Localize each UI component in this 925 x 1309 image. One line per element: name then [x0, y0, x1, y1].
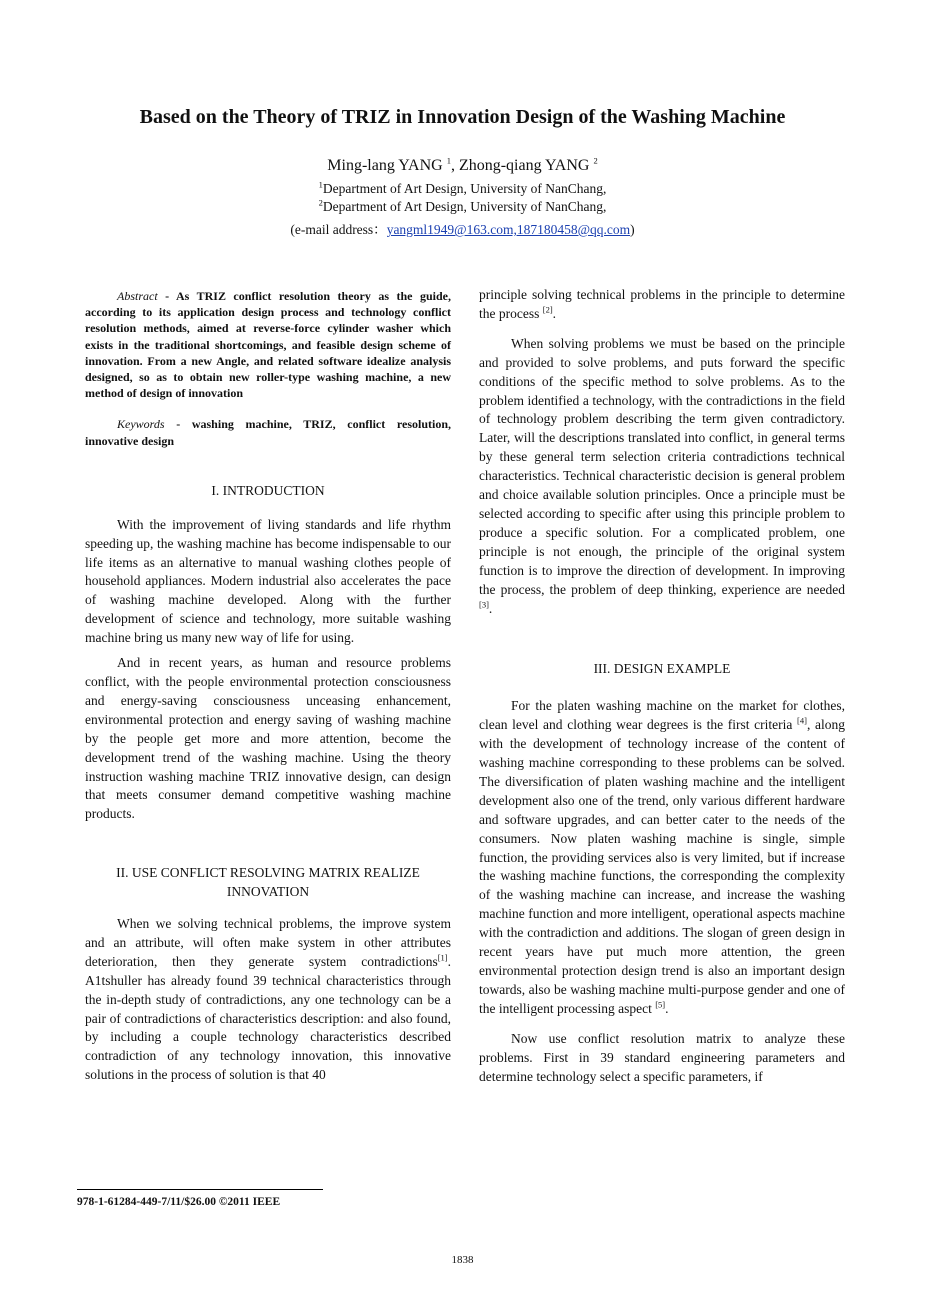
section-heading-conflict-matrix: II. USE CONFLICT RESOLVING MATRIX REALIZE INNOVATION — [116, 865, 420, 900]
abstract: Abstract - As TRIZ conflict resolution theory as the guide, according to its application design process and technology conflict resolution methods, aimed at reverse-force cylinder washer which exists in the traditional shortcomings, and feasible design scheme of innovation. From a new Angle, and related software idealize analysis designed, so as to obtain new roller-type washing machine, a new method of design of innovation — [85, 289, 451, 401]
citation-ref: [2] — [542, 304, 553, 315]
conflict-paragraph-1-continued: principle solving technical problems in the principle to determine the process [2]. — [479, 287, 845, 321]
author-line: Ming-lang YANG $^1$, Zhong-qiang YANG $^2$ — [327, 155, 598, 174]
conflict-paragraph-2: When solving problems we must be based on the principle and provided to solve problems, and puts forward the specific conditions of the specific method to solve problems. As to the problem identified a technology, with the contradictions in the field of technology problem describing the term given contradictory. Later, will the descriptions translated into conflict, in general terms by these general term selection criteria contradictions technical characteristics. Technical characteristic decision is general problem and choice available solution principles. Once a principle must be selected according to specific after using this principle problem to produce a specific solution. For a complicated problem, one principle is not enough, the principle of the original system function is to improve the direction of development. In improving the process, the problem of deep thinking, experience are needed [3]. — [479, 335, 845, 616]
author-2: Zhong-qiang YANG — [458, 157, 590, 174]
conflict-paragraph-1: When we solving technical problems, the improve system and an attribute, will often make system in other attributes deterioration, then they generate system contradictions[1]. A1tshuller has already found 39 technical characteristics through the in-depth study of contradictions, any one technology can be a pair of contradictions of characteristics description: and also found, by including a couple technology characteristics described contradiction of any technology innovation, this innovative solutions in the process of solution is that 40 — [85, 916, 451, 1083]
design-paragraph-1: For the platen washing machine on the market for clothes, clean level and clothing wear degrees is the first criteria [4], along with the development of technology increase of the content of washing machine corresponding to these problems can be solved. The diversification of platen washing machine and the intelligent development also one of the trend, only various different hardware and software upgrades, and can better cater to the needs of the consumers. Now platen washing machine is single, simple function, the providing services also is very limited, but if increase the washing machine functions, the corresponding the complexity of the washing machine can increase, and increase the washing machine function and more intelligent, operational aspects machine with the contradiction and additions. The slogan of green design in recent years have put much more attention, the green environmental protection design trend is also an important design towards, also be washing machine multi-purpose gender and one of the intelligent processing aspect [5]. — [479, 698, 845, 1016]
right-column — [479, 286, 845, 1086]
affiliation-2: $^2$Department of Art Design, University of NanChang, — [318, 197, 607, 214]
author-1-affiliation-mark: 1 — [446, 155, 451, 166]
footnote-rule — [77, 1189, 323, 1190]
keywords: Keywords - washing machine, TRIZ, conflict resolution, innovative design — [85, 417, 451, 448]
citation-ref: [1] — [437, 952, 448, 963]
section-heading-introduction: I. INTRODUCTION — [211, 482, 325, 498]
intro-paragraph-1: With the improvement of living standards and life rhythm speeding up, the washing machine has become indispensable to our life items as an alternative to manual washing clothes people of household appliances. Modern industrial also accelerates the pace of washing machine developed. Along with the further development of science and technology, more suitable washing machine bring us many new way of life for using. — [85, 516, 451, 646]
page-number: 1838 — [451, 1254, 474, 1266]
left-column — [85, 288, 451, 1085]
citation-ref: [3] — [479, 599, 489, 609]
citation-ref: [4] — [797, 715, 807, 726]
author-2-affiliation-mark: 2 — [593, 155, 598, 166]
design-paragraph-2: Now use conflict resolution matrix to analyze these problems. First in 39 standard engineering parameters and determine technology select a specific parameters, if — [479, 1030, 845, 1084]
copyright-notice: 978-1-61284-449-7/11/$26.00 ©2011 IEEE — [77, 1196, 281, 1208]
intro-paragraph-2: And in recent years, as human and resource problems conflict, with the people environmental protection consciousness and energy-saving consciousness unceasing enhancement, environmental protection and energy saving of washing machine by the people get more and more attention, become the development trend of the washing machine. Using the theory instruction washing machine TRIZ innovative design, can design that meets consumer demand competitive washing machine products. — [85, 655, 451, 822]
paper-title: Based on the Theory of TRIZ in Innovation Design of the Washing Machine — [139, 106, 786, 128]
affiliation-1: $^1$Department of Art Design, University of NanChang, — [318, 179, 607, 196]
email-line: (e-mail address：yangml1949@163.com,187180458@qq.com) — [290, 222, 635, 237]
citation-ref: [5] — [655, 999, 666, 1010]
email-link[interactable]: yangml1949@163.com,187180458@qq.com — [386, 222, 631, 237]
section-heading-design-example: III. DESIGN EXAMPLE — [593, 661, 731, 677]
author-1: Ming-lang YANG — [327, 157, 443, 174]
